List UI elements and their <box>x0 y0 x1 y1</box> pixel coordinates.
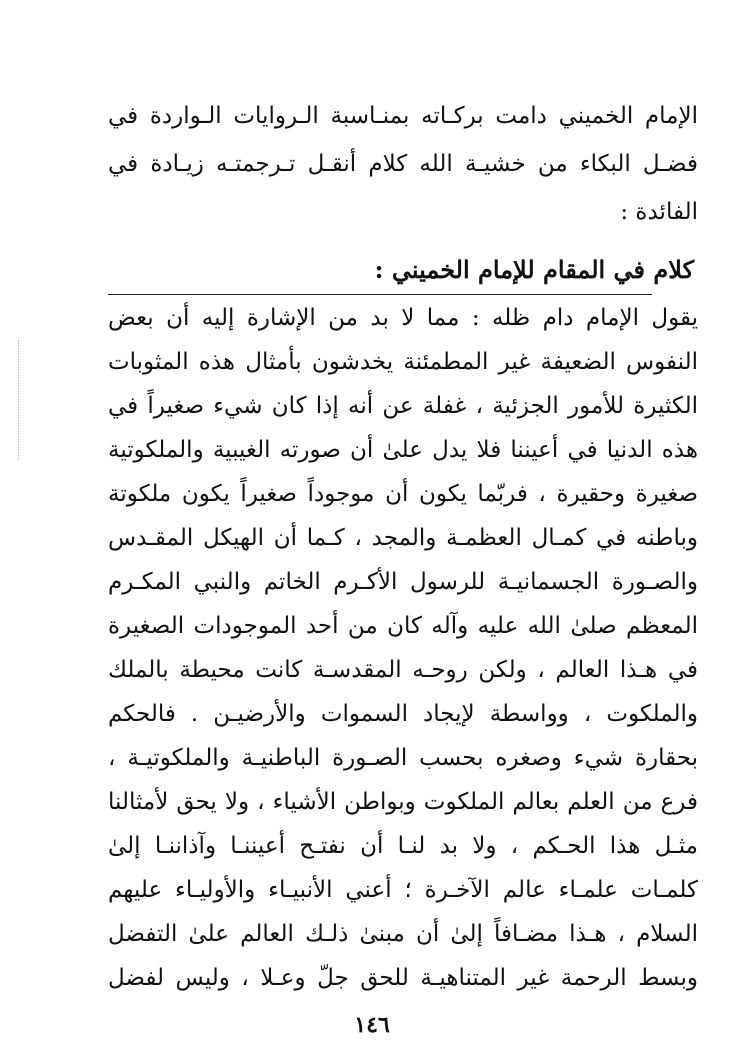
heading-underline <box>108 294 652 295</box>
body-line: مثـل هذا الحـكم ، ولا بد لنـا أن نفتـح أعيننـا وآذاننـا إلىٰ <box>108 833 698 859</box>
intro-line: الإمام الخميني دامت بركـاته بمنـاسبة الـروايات الـواردة في <box>108 103 698 129</box>
body-line: المعظم صلىٰ الله عليه وآله كان من أحد الموجودات الصغيرة <box>108 613 698 639</box>
intro-line: فضـل البكاء من خشيـة الله كلام أنقـل تـرجمتـه زيـادة في <box>108 151 698 177</box>
body-line: السلام ، هـذا مضـافاً إلىٰ أن مبنىٰ ذلـك العالم علىٰ التفضل <box>108 921 698 947</box>
body-line: وباطنه في كمـال العظمـة والمجد ، كـما أن الهيكل المقـدس <box>108 525 698 551</box>
main-paragraph <box>108 298 698 1008</box>
body-line: صغيرة وحقيرة ، فربّما يكون أن موجوداً صغيراً يكون ملكوتة <box>108 481 698 507</box>
section-heading: كلام في المقام للإمام الخميني : <box>374 255 694 284</box>
body-line: بحقارة شيء وصغره بحسب الصـورة الباطنيـة والملكوتيـة ، <box>108 745 698 771</box>
body-line: هذه الدنيا في أعيننا فلا يدل علىٰ أن صورته الغيبية والملكوتية <box>108 437 698 463</box>
body-line: النفوس الضعيفة غير المطمئنة يخدشون بأمثال هذه المثوبات <box>108 349 698 375</box>
body-line: يقول الإمام دام ظله : مما لا بد من الإشارة إليه أن بعض <box>108 305 698 331</box>
body-line: في هـذا العالم ، ولكن روحـه المقدسـة كانت محيطة بالملك <box>108 657 698 683</box>
page-number: ١٤٦ <box>354 1012 390 1038</box>
body-line: والصـورة الجسمانيـة للرسول الأكـرم الخاتم والنبي المكـرم <box>108 569 698 595</box>
body-line: وبسط الرحمة غير المتناهيـة للحق جلّ وعـلا ، وليس لفضل <box>108 965 698 991</box>
body-line: والملكوت ، وواسطة لإيجاد السموات والأرضيـن . فالحكم <box>108 701 698 727</box>
body-line: فرع من العلم بعالم الملكوت وبواطن الأشياء ، ولا يحق لأمثالنا <box>108 789 698 815</box>
body-line: كلمـات علمـاء عالم الآخـرة ؛ أعني الأنبيـاء والأوليـاء عليهم <box>108 877 698 903</box>
intro-paragraph <box>108 96 698 256</box>
body-line: الكثيرة للأمور الجزئية ، غفلة عن أنه إذا كان شيء صغيراً في <box>108 393 698 419</box>
intro-line: الفائدة : <box>620 199 698 225</box>
margin-scan-mark <box>18 340 20 460</box>
